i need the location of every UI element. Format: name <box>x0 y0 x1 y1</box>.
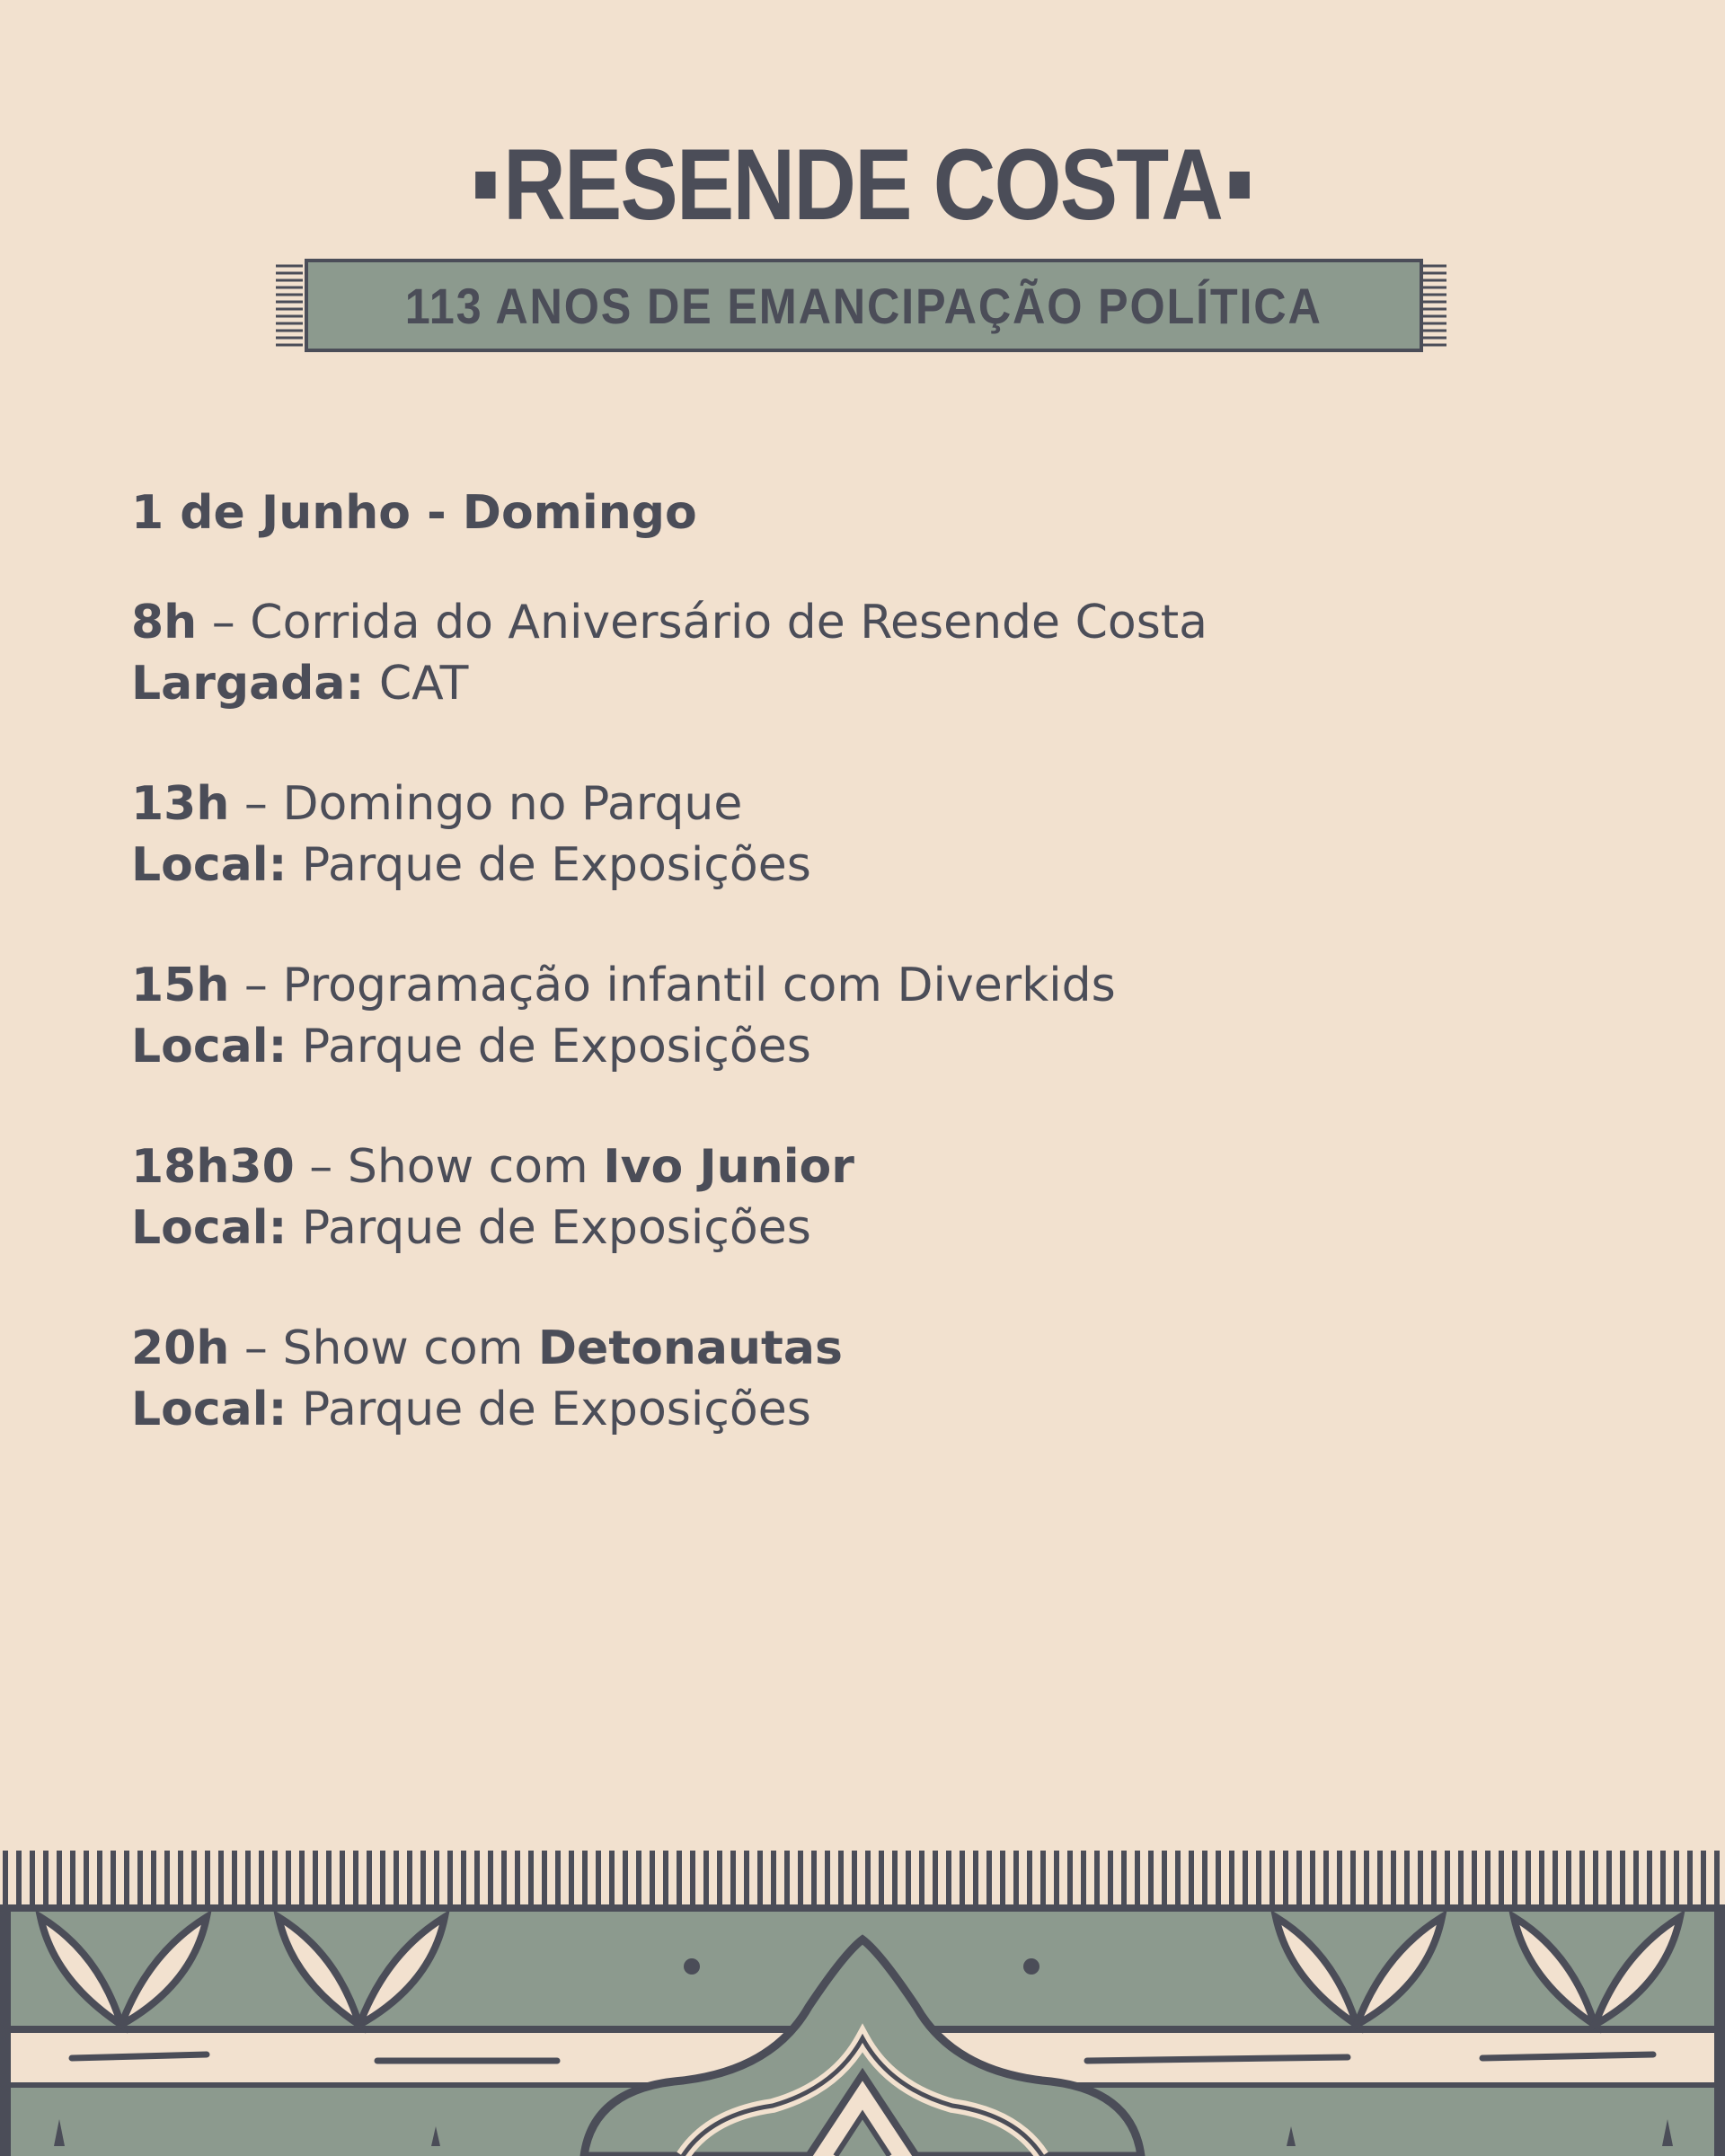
page-subtitle: 113 ANOS DE EMANCIPAÇÃO POLÍTICA <box>405 277 1322 334</box>
event-description-highlight: Detonautas <box>537 1321 843 1375</box>
title-wrap <box>0 128 1725 241</box>
event-line <box>131 955 1614 1016</box>
event-line <box>131 592 1614 653</box>
event-place-line <box>131 653 1614 714</box>
event-dash: – <box>229 959 283 1012</box>
banner-left-fringe <box>276 261 303 347</box>
event-time: 15h <box>131 959 230 1012</box>
title-right-square <box>1230 172 1250 199</box>
event-place-label: Local: <box>131 1383 288 1436</box>
event-place-label: Local: <box>131 838 288 892</box>
event-place-line <box>131 1197 1614 1259</box>
event-description: Corrida do Aniversário de Resende Costa <box>250 596 1208 649</box>
event-place: Parque de Exposições <box>287 838 811 892</box>
event-line <box>131 1318 1614 1379</box>
event-place-line <box>131 1016 1614 1077</box>
event-place-line <box>131 1379 1614 1440</box>
banner-right-fringe <box>1420 261 1446 347</box>
event-description-highlight: Ivo Junior <box>603 1140 854 1194</box>
event-place: Parque de Exposições <box>287 1020 811 1074</box>
event-dash: – <box>294 1140 348 1194</box>
date-heading: 1 de Junho - Domingo <box>131 486 697 540</box>
event-description: Show com <box>347 1140 604 1194</box>
event-time: 18h30 <box>131 1140 295 1194</box>
schedule <box>131 481 1614 1499</box>
event-item <box>131 592 1614 714</box>
event-place-line <box>131 835 1614 896</box>
event-dash: – <box>229 777 283 831</box>
footer-ornament <box>0 1845 1725 2156</box>
event-time: 20h <box>131 1321 230 1375</box>
event-description: Show com <box>282 1321 538 1375</box>
event-place-label: Local: <box>131 1020 288 1074</box>
event-dash: – <box>229 1321 283 1375</box>
event-place: Parque de Exposições <box>287 1201 811 1255</box>
event-time: 8h <box>131 596 198 649</box>
footer-fringe <box>5 1851 1717 1904</box>
event-place: Parque de Exposições <box>287 1383 811 1436</box>
event-description: Domingo no Parque <box>282 777 743 831</box>
event-item <box>131 1136 1614 1259</box>
event-time: 13h <box>131 777 230 831</box>
event-place: CAT <box>364 657 469 711</box>
event-line <box>131 1136 1614 1197</box>
event-line <box>131 773 1614 835</box>
event-place-label: Largada: <box>131 657 365 711</box>
page-title <box>467 128 1257 241</box>
event-dash: – <box>197 596 251 649</box>
title-left-square <box>475 172 495 199</box>
event-item <box>131 773 1614 896</box>
page-title-text: RESENDE COSTA <box>502 128 1223 241</box>
event-description: Programação infantil com Diverkids <box>282 959 1116 1012</box>
subtitle-banner <box>276 259 1446 350</box>
event-item <box>131 955 1614 1077</box>
banner-box <box>305 259 1423 352</box>
event-place-label: Local: <box>131 1201 288 1255</box>
event-item <box>131 1318 1614 1440</box>
